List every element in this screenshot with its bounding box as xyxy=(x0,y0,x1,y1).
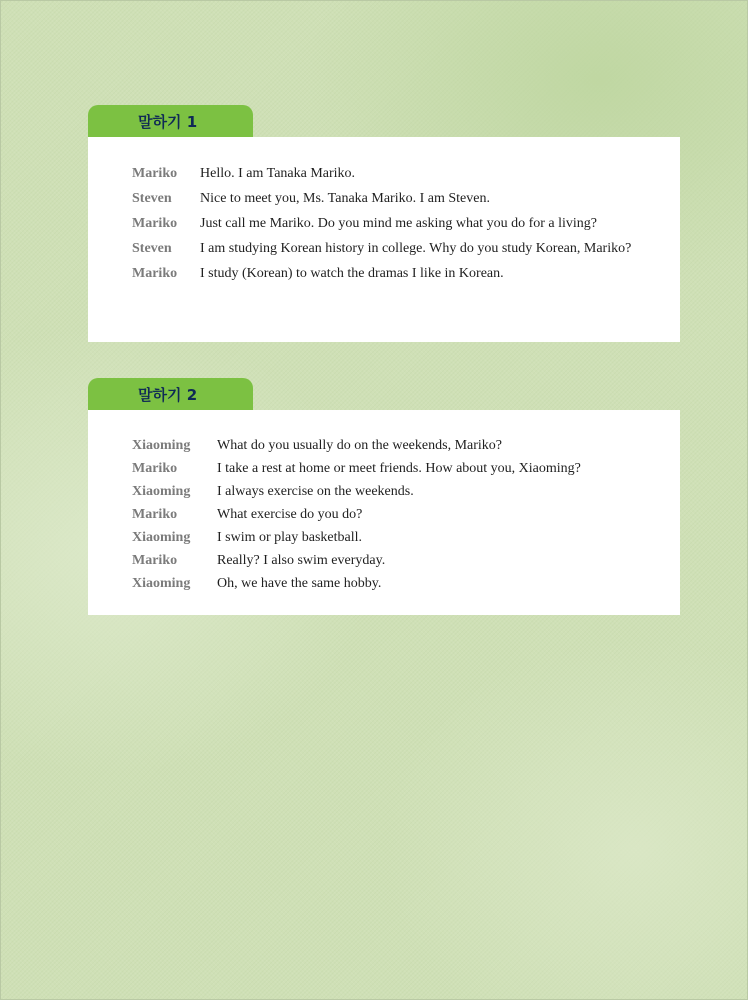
dialogue xyxy=(132,434,636,595)
section-title-tab: 말하기 2 xyxy=(88,378,253,412)
speaker-name: Mariko xyxy=(132,166,178,181)
dialogue xyxy=(132,161,636,286)
dialogue-line xyxy=(132,161,636,186)
speaker-name: Mariko xyxy=(132,266,178,281)
dialogue-text: Oh, we have the same hobby. xyxy=(217,576,382,591)
dialogue-line xyxy=(132,186,636,211)
dialogue-line xyxy=(132,236,636,261)
dialogue-text: Just call me Mariko. Do you mind me asking what you do for a living? xyxy=(200,216,597,231)
dialogue-line xyxy=(132,549,636,572)
dialogue-text: I always exercise on the weekends. xyxy=(217,484,414,499)
dialogue-text: I swim or play basketball. xyxy=(217,530,363,545)
dialogue-line xyxy=(132,261,636,286)
speaker-name: Xiaoming xyxy=(132,576,191,591)
dialogue-text: Hello. I am Tanaka Mariko. xyxy=(200,166,356,181)
dialogue-text: I study (Korean) to watch the dramas I like in Korean. xyxy=(200,266,504,281)
dialogue-text: I am studying Korean history in college. Why do you study Korean, Mariko? xyxy=(200,241,632,256)
dialogue-line xyxy=(132,457,636,480)
speaker-name: Steven xyxy=(132,241,172,256)
dialogue-line xyxy=(132,526,636,549)
dialogue-panel xyxy=(88,137,680,342)
speaker-name: Xiaoming xyxy=(132,438,191,453)
dialogue-text: Really? I also swim everyday. xyxy=(217,553,386,568)
dialogue-text: I take a rest at home or meet friends. How about you, Xiaoming? xyxy=(217,461,581,476)
speaker-name: Mariko xyxy=(132,461,178,476)
dialogue-line xyxy=(132,503,636,526)
dialogue-line xyxy=(132,480,636,503)
dialogue-text: Nice to meet you, Ms. Tanaka Mariko. I am Steven. xyxy=(200,191,490,206)
speaker-name: Mariko xyxy=(132,553,178,568)
dialogue-line xyxy=(132,572,636,595)
speaker-name: Steven xyxy=(132,191,172,206)
section-title-tab: 말하기 1 xyxy=(88,105,253,139)
speaker-name: Xiaoming xyxy=(132,530,191,545)
dialogue-text: What exercise do you do? xyxy=(217,507,363,522)
dialogue-panel xyxy=(88,410,680,615)
speaker-name: Xiaoming xyxy=(132,484,191,499)
dialogue-text: What do you usually do on the weekends, Mariko? xyxy=(217,438,502,453)
dialogue-line xyxy=(132,434,636,457)
speaker-name: Mariko xyxy=(132,216,178,231)
speaker-name: Mariko xyxy=(132,507,178,522)
dialogue-line xyxy=(132,211,636,236)
